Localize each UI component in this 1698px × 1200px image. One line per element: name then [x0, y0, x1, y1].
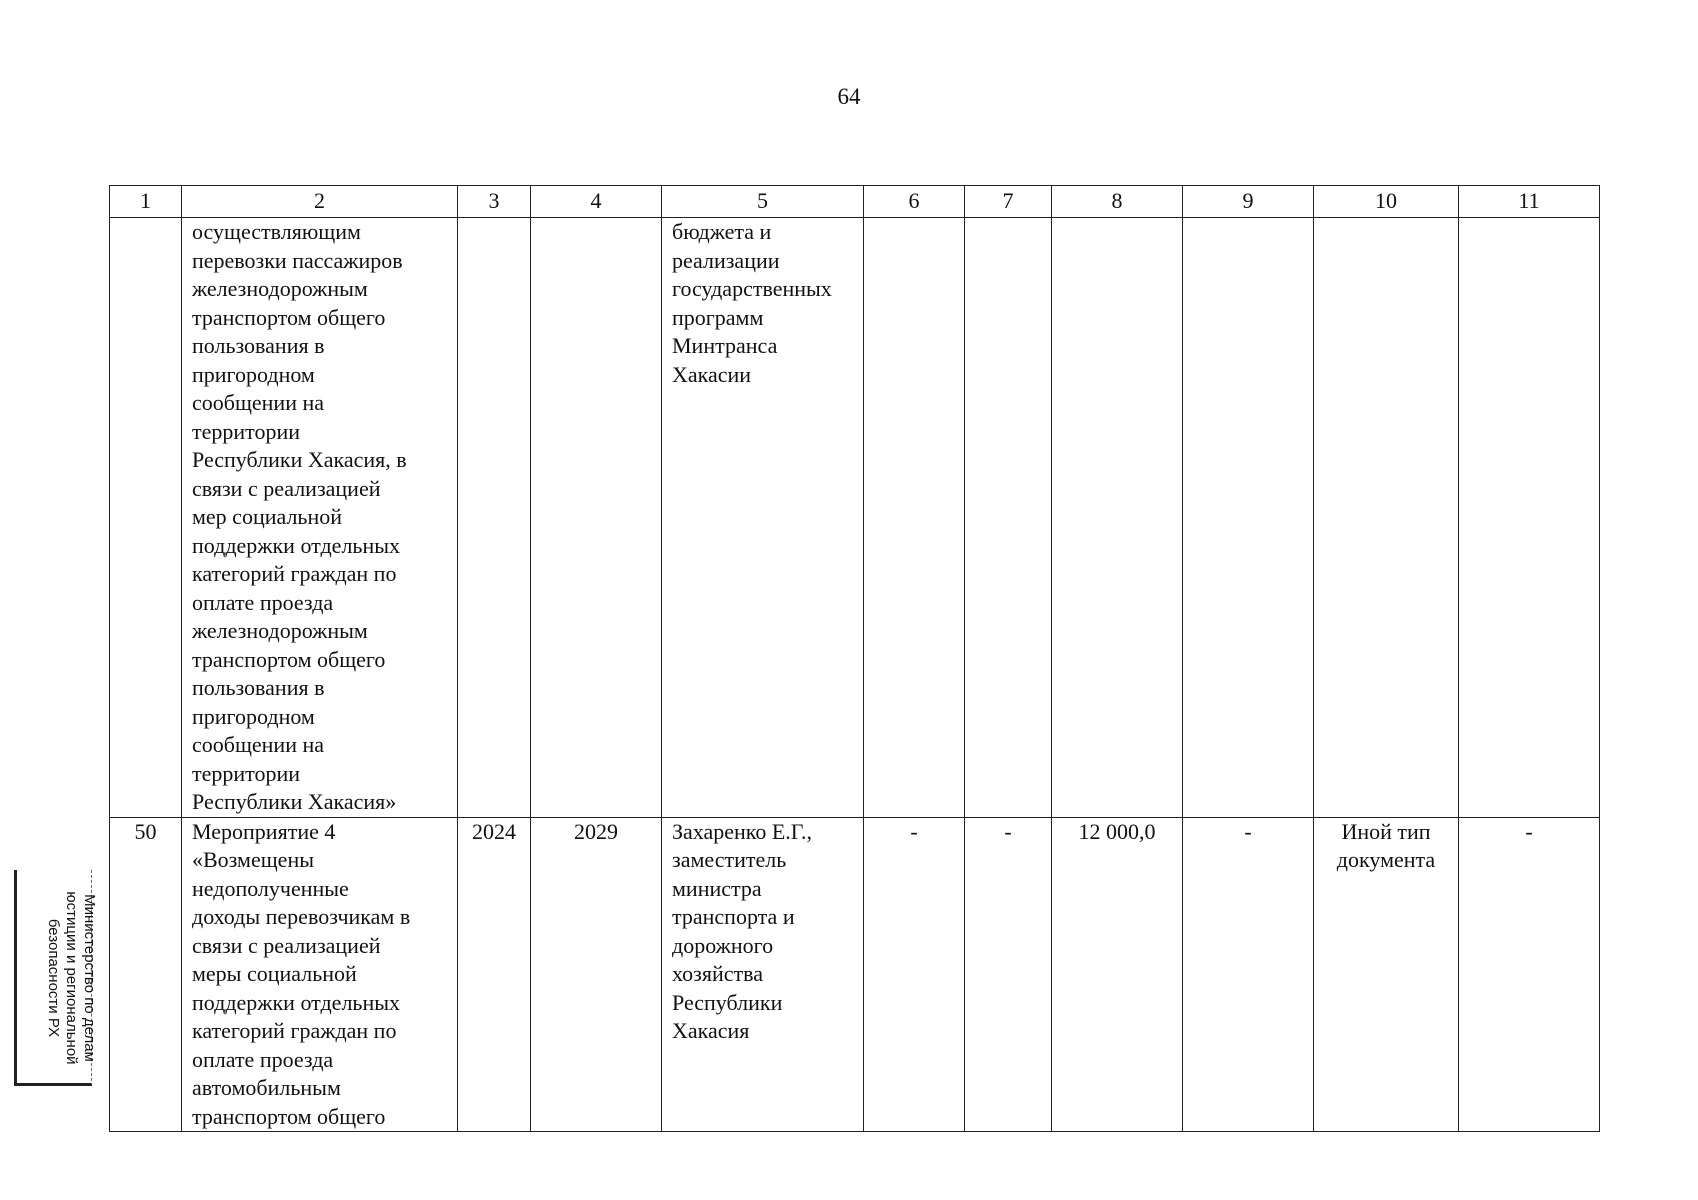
- header-col-1: 1: [110, 186, 182, 218]
- row50-doc-type-text: [1320, 818, 1452, 875]
- text-line: железнодорожным: [192, 276, 368, 301]
- text-line: программ: [672, 304, 764, 330]
- text-line: мер социальной: [192, 504, 343, 529]
- table-row-continuation: [110, 218, 1600, 818]
- text-line: поддержки отдельных: [192, 989, 401, 1015]
- text-line: осуществляющим: [192, 219, 361, 244]
- text-line: государственных: [672, 276, 832, 301]
- text-line: Мероприятие 4: [192, 818, 336, 844]
- text-line: бюджета и: [672, 219, 772, 244]
- row50-measure: [182, 817, 458, 1132]
- text-line: перевозки пассажиров: [192, 247, 403, 273]
- text-line: оплате проезда: [192, 589, 334, 615]
- header-col-4: 4: [531, 186, 662, 218]
- header-col-11: 11: [1459, 186, 1600, 218]
- text-line: железнодорожным: [192, 618, 368, 643]
- header-col-8: 8: [1052, 186, 1183, 218]
- cont-cell-1: [110, 218, 182, 818]
- cont-cell-5: [662, 218, 864, 818]
- cont-cell-5-text: [672, 218, 857, 389]
- text-line: недополученные: [192, 875, 349, 901]
- header-col-5: 5: [662, 186, 864, 218]
- page-number: 64: [837, 84, 861, 109]
- text-line: сообщении на: [192, 390, 325, 415]
- text-line: Республики Хакасия»: [192, 789, 397, 814]
- text-line: юстиции и региональной: [63, 891, 80, 1065]
- header-col-3: 3: [458, 186, 531, 218]
- text-line: безопасности РХ: [45, 918, 62, 1038]
- header-col-9: 9: [1183, 186, 1314, 218]
- text-line: категорий граждан по: [192, 561, 397, 586]
- row50-col9: -: [1183, 817, 1314, 1132]
- text-line: Иной тип: [1341, 818, 1431, 844]
- text-line: транспортом общего: [192, 1103, 386, 1129]
- row50-number: 50: [110, 817, 182, 1132]
- cont-cell-2: [182, 218, 458, 818]
- row50-measure-text: [192, 818, 451, 1132]
- text-line: пользования в: [192, 333, 325, 358]
- document-table: [109, 185, 1600, 1132]
- text-line: Минтранса: [672, 333, 778, 358]
- cont-cell-9: [1183, 218, 1314, 818]
- header-col-6: 6: [864, 186, 965, 218]
- stamp-text: [44, 878, 98, 1078]
- header-col-2: 2: [182, 186, 458, 218]
- text-line: хозяйства: [672, 961, 763, 986]
- row50-col7: -: [965, 817, 1052, 1132]
- text-line: связи с реализацией: [192, 932, 381, 958]
- text-line: транспорта и: [672, 904, 795, 929]
- text-line: транспортом общего: [192, 646, 386, 672]
- text-line: меры социальной: [192, 961, 357, 986]
- text-line: территории: [192, 418, 301, 444]
- row50-end-year: 2029: [531, 817, 662, 1132]
- ministry-stamp: [14, 870, 98, 1086]
- text-line: Республики: [672, 989, 783, 1015]
- text-line: транспортом общего: [192, 304, 386, 330]
- row50-responsible-text: [672, 818, 857, 1046]
- cont-cell-4: [531, 218, 662, 818]
- table-row-50: [110, 817, 1600, 1132]
- text-line: заместитель: [672, 847, 787, 872]
- cont-cell-3: [458, 218, 531, 818]
- cont-cell-7: [965, 218, 1052, 818]
- text-line: Республики Хакасия, в: [192, 447, 407, 472]
- row50-amount: 12 000,0: [1052, 817, 1183, 1132]
- cont-cell-2-text: [192, 218, 451, 817]
- text-line: сообщении на: [192, 732, 325, 757]
- row50-col11: -: [1459, 817, 1600, 1132]
- cont-cell-10: [1314, 218, 1459, 818]
- header-col-7: 7: [965, 186, 1052, 218]
- text-line: связи с реализацией: [192, 475, 381, 501]
- text-line: доходы перевозчикам в: [192, 904, 411, 929]
- text-line: «Возмещены: [192, 847, 314, 872]
- cont-cell-8: [1052, 218, 1183, 818]
- text-line: министра: [672, 875, 762, 901]
- text-line: автомобильным: [192, 1075, 341, 1100]
- text-line: дорожного: [672, 932, 774, 958]
- row50-col6: -: [864, 817, 965, 1132]
- cont-cell-6: [864, 218, 965, 818]
- text-line: пригородном: [192, 361, 315, 387]
- table-header-row: [110, 186, 1600, 218]
- text-line: категорий граждан по: [192, 1018, 397, 1043]
- text-line: Захаренко Е.Г.,: [672, 818, 813, 844]
- text-line: пригородном: [192, 703, 315, 729]
- cont-cell-11: [1459, 218, 1600, 818]
- text-line: пользования в: [192, 675, 325, 700]
- text-line: территории: [192, 760, 301, 786]
- text-line: поддержки отдельных: [192, 532, 401, 558]
- text-line: оплате проезда: [192, 1046, 334, 1072]
- text-line: документа: [1336, 847, 1436, 872]
- text-line: реализации: [672, 247, 780, 273]
- text-line: Хакасия: [672, 1018, 750, 1043]
- row50-start-year: 2024: [458, 817, 531, 1132]
- text-line: Министерство по делам: [81, 894, 98, 1062]
- header-col-10: 10: [1314, 186, 1459, 218]
- row50-responsible: [662, 817, 864, 1132]
- row50-doc-type: [1314, 817, 1459, 1132]
- text-line: Хакасии: [672, 361, 752, 387]
